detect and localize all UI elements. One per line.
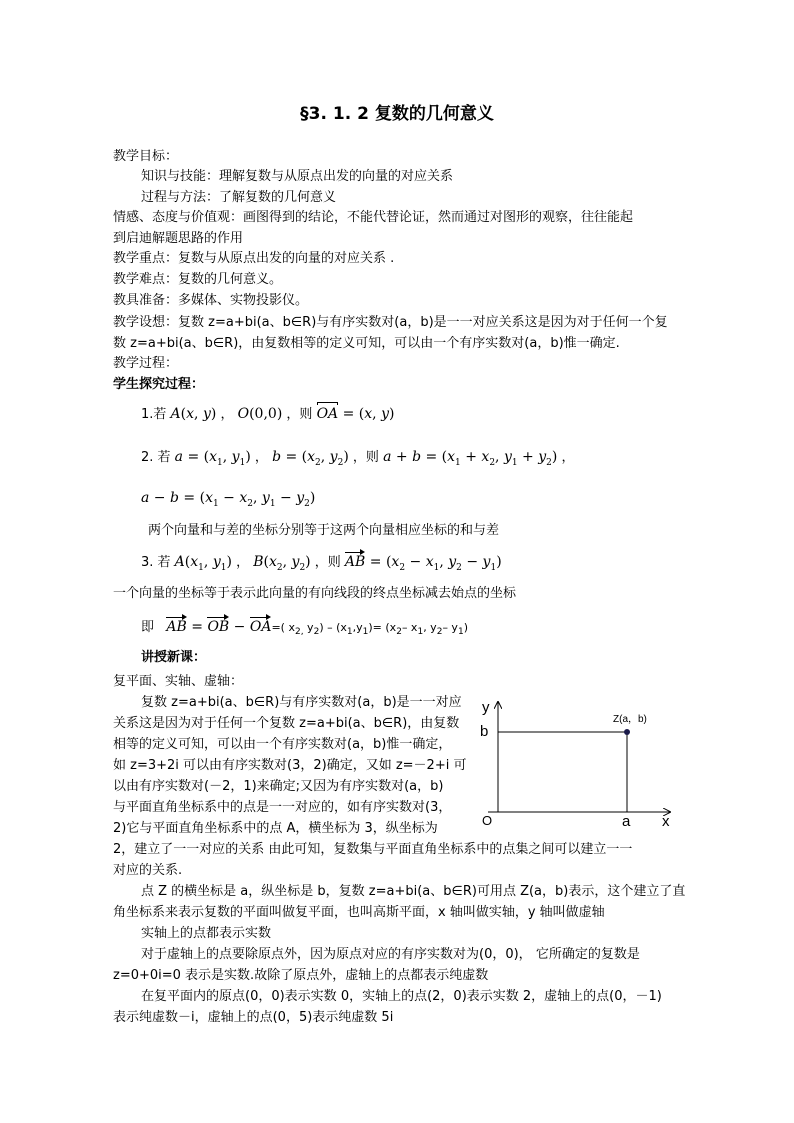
teaching-difficulty-line: 教学难点：复数的几何意义。 (113, 272, 283, 287)
new-lesson-heading: 讲授新课： (141, 650, 207, 665)
point-z-label: Z(a，b) (613, 714, 647, 725)
para-line-8: 2，建立了一一对应的关系 由此可知，复数集与平面直角坐标系中的点集之间可以建立一一 (113, 842, 633, 857)
teaching-focus-line: 教学重点：复数与从原点出发的向量的对应关系 . (113, 251, 395, 266)
para-line-12: 实轴上的点都表示实数 (141, 926, 272, 941)
page-title: §3. 1. 2 复数的几何意义 (300, 104, 494, 124)
para-line-15: 在复平面内的原点(0，0)表示实数 0，实轴上的点(2，0)表示实数 2，虚轴上的点(0，－1) (141, 989, 662, 1004)
x-axis-label: x (662, 813, 670, 830)
para-line-5: 以由有序实数对(－2，1)来确定;又因为有序实数对(a，b) (113, 779, 444, 794)
knowledge-skill-line: 知识与技能：理解复数与从原点出发的向量的对应关系 (141, 169, 454, 184)
para-line-6: 与平面直角坐标系中的点是一一对应的，如有序实数对(3， (113, 800, 452, 815)
a-label: a (622, 813, 631, 830)
sum-difference-note: 两个向量和与差的坐标分别等于这两个向量相应坐标的和与差 (148, 523, 500, 538)
formula-5: 即 AB = OB − OA=( $x_{2,}$ $y_2) - (x_1,y_1)= (x_2-$ $x_1$, $y_2-$ $y_1$) (141, 619, 468, 638)
para-line-10: 点 Z 的横坐标是 a，纵坐标是 b，复数 z=a+bi(a、b∈R)可用点 Z(a，b)表示，这个建立了直 (141, 884, 686, 899)
emotion-attitude-line-2: 到启迪解题思路的作用 (113, 231, 244, 246)
para-line-1: 复数 z=a+bi(a、b∈R)与有序实数对(a，b)是一一对应 (141, 695, 462, 710)
complex-plane-heading: 复平面、实轴、虚轴： (113, 674, 244, 689)
para-line-13: 对于虚轴上的点要除原点外，因为原点对应的有序实数对为(0，0)， 它所确定的复数是 (141, 947, 640, 962)
formula-2: 2. 若 $a = (x_1$, $y_1$) ， $b = (x_2$, $y_2$) ，则 $a + b = (x_1 + x_2$, $y_1 + y_2$) ， (141, 449, 575, 468)
complex-plane-diagram (470, 692, 690, 832)
para-line-3: 相等的定义可知，可以由一个有序实数对(a，b)惟一确定， (113, 737, 452, 752)
origin-label: O (482, 813, 493, 828)
b-label: b (480, 723, 489, 740)
formula-1: 1.若 A(x, y) ， O(0,0) ，则 OA = (x, y) (141, 406, 395, 422)
para-line-14: z=0+0i=0 表示是实数.故除了原点外，虚轴上的点都表示纯虚数 (113, 968, 489, 983)
formula-4: 3. 若 $A(x_1$, $y_1$) ， $B(x_2$, $y_2$) ，则 AB = ($x_2 - x_1$, $y_2 - y_1$) (141, 554, 502, 573)
y-axis-label: y (482, 699, 490, 716)
para-line-7: 2)它与平面直角坐标系中的点 A，横坐标为 3，纵坐标为 (113, 821, 438, 836)
teaching-idea-line-2: 数 z=a+bi(a、b∈R)，由复数相等的定义可知，可以由一个有序实数对(a，b)惟一确定. (113, 336, 620, 351)
para-line-16: 表示纯虚数－i，虚轴上的点(0，5)表示纯虚数 5i (113, 1010, 394, 1025)
student-inquiry-heading: 学生探究过程： (113, 377, 205, 392)
para-line-2: 关系这是因为对于任何一个复数 z=a+bi(a、b∈R)，由复数 (113, 716, 460, 731)
teaching-process-heading: 教学过程： (113, 356, 179, 371)
emotion-attitude-line: 情感、态度与价值观：画图得到的结论，不能代替论证，然而通过对图形的观察，往往能起 (113, 210, 634, 225)
teaching-aids-line: 教具准备：多媒体、实物投影仪。 (113, 293, 309, 308)
teaching-idea-line: 教学设想：复数 z=a+bi(a、b∈R)与有序实数对(a，b)是一一对应关系这是因为对于任何一个复 (113, 315, 668, 330)
vector-coordinate-note: 一个向量的坐标等于表示此向量的有向线段的终点坐标减去始点的坐标 (113, 586, 517, 601)
para-line-9: 对应的关系. (113, 863, 183, 878)
para-line-11: 角坐标系来表示复数的平面叫做复平面，也叫高斯平面，x 轴叫做实轴，y 轴叫做虚轴 (113, 905, 605, 920)
teaching-goals-heading: 教学目标： (113, 149, 179, 164)
para-line-4: 如 z=3+2i 可以由有序实数对(3，2)确定，又如 z=－2+i 可 (113, 758, 467, 773)
process-method-line: 过程与方法：了解复数的几何意义 (141, 190, 337, 205)
point-z (624, 729, 630, 735)
formula-3: $a - b = (x_1 - x_2$, $y_1 - y_2$) (141, 490, 316, 509)
